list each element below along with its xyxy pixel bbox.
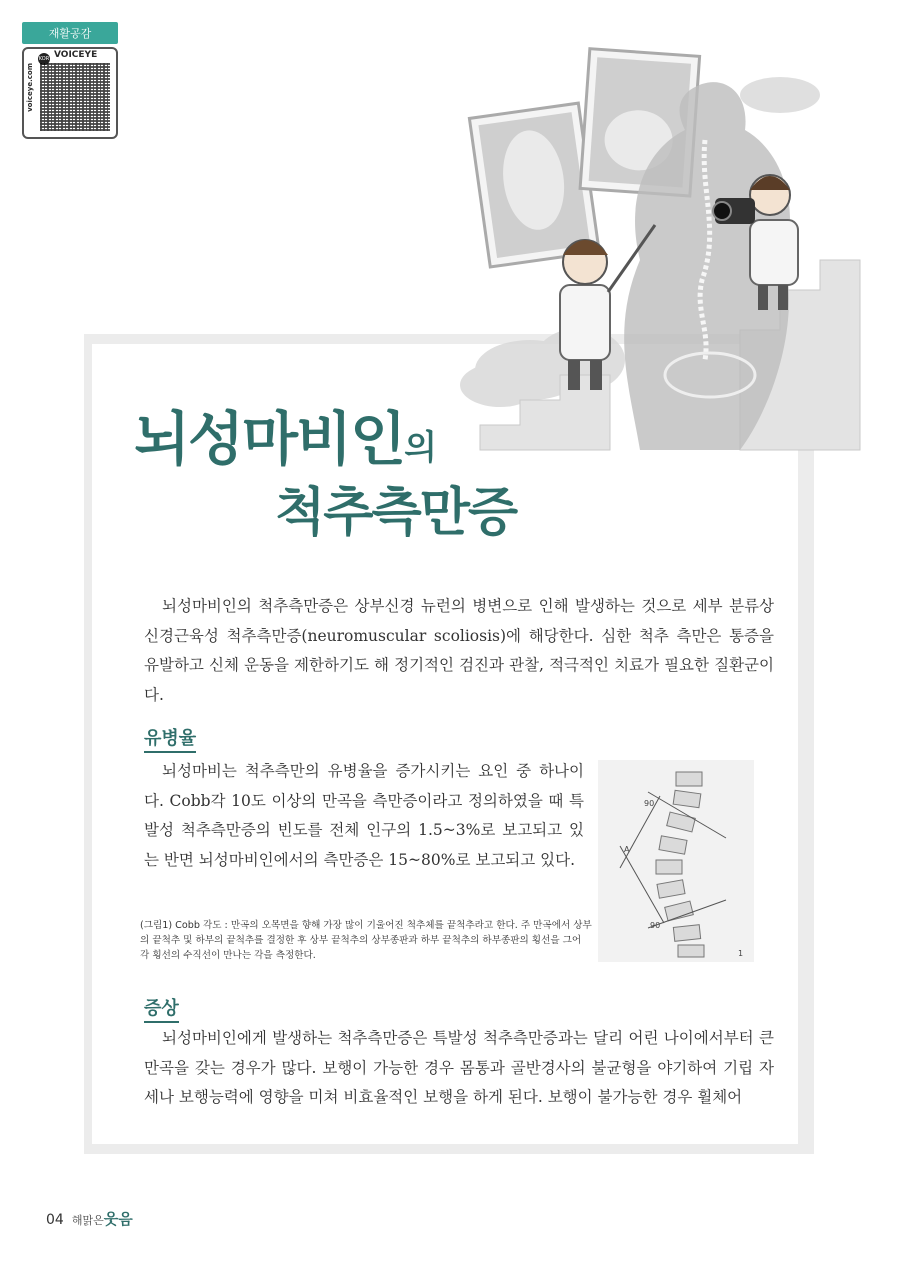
voiceye-block <box>22 22 118 139</box>
figure-label-90-top: 90 <box>644 799 655 808</box>
section-heading-prevalence: 유병율 <box>144 724 196 753</box>
logo-big: 웃음 <box>103 1210 133 1228</box>
voiceye-code[interactable] <box>22 47 118 139</box>
title-main: 뇌성마비인 <box>134 405 405 473</box>
symptoms-paragraph: 뇌성마비인에게 발생하는 척추측만증은 특발성 척추측만증과는 달리 어린 나이에서부터 큰 만곡을 갖는 경우가 많다. 보행이 가능한 경우 몸통과 골반경사의 불균형을 야기하여 기립 자세나 보행능력에 영향을 미쳐 비효율적인 보행을 하게 된다. 보행이 불가능한 경우 휠체어 <box>144 1029 774 1106</box>
section-tag: 재활공감 <box>22 22 118 44</box>
logo-small: 해맑은 <box>71 1214 104 1227</box>
kor-badge: KOR <box>38 53 50 65</box>
magazine-logo <box>72 1208 133 1229</box>
article-title-line2: 척추측만증 <box>275 483 517 543</box>
section-heading-symptoms: 증상 <box>144 994 179 1023</box>
voiceye-url: voiceye.com <box>26 63 34 112</box>
figure-label-90-bottom: 90 <box>650 921 661 930</box>
page-footer <box>46 1208 133 1229</box>
intro-paragraph: 뇌성마비인의 척추측만증은 상부신경 뉴런의 병변으로 인해 발생하는 것으로 세부 분류상 신경근육성 척추측만증(neuromuscular scoliosis)에 해당한다. 심한 척추 측만은 통증을 유발하고 신체 운동을 제한하기도 해 정기적인 검진과 관찰, 적극적인 치료가 필요한 질환군이다. <box>144 597 774 704</box>
figure-label-a: A <box>624 845 630 854</box>
figure-number: 1 <box>738 949 744 958</box>
article-title-line1 <box>134 392 435 476</box>
page-number: 04 <box>46 1212 64 1228</box>
caption-label: (그림1) Cobb 각도 : <box>140 920 228 931</box>
caption-text: 만곡의 오목면을 향해 가장 많이 기울어진 척추체를 끝척추라고 한다. 주 만곡에서 상부의 끝척추 및 하부의 끝척추를 결정한 후 상부 끝척추의 상부종판과 하부 끝척추의 하부종판의 횡선을 그어 각 횡선의 수직선이 만나는 각을 측정한다. <box>140 920 592 961</box>
voiceye-brand: VOICEYE <box>54 50 98 60</box>
cobb-angle-figure <box>598 760 754 962</box>
doctors-spine-illustration <box>440 30 880 460</box>
figure-caption <box>140 918 592 963</box>
prevalence-paragraph: 뇌성마비는 척추측만의 유병율을 증가시키는 요인 중 하나이다. Cobb각 10도 이상의 만곡을 측만증이라고 정의하였을 때 특발성 척추측만증의 빈도를 전체 인구의 1.5~3%로 보고되고 있는 반면 뇌성마비인에서의 측만증은 15~80%로 보고되고 있다. <box>144 762 584 869</box>
title-particle: 의 <box>404 428 435 468</box>
qr-pattern <box>40 63 110 131</box>
